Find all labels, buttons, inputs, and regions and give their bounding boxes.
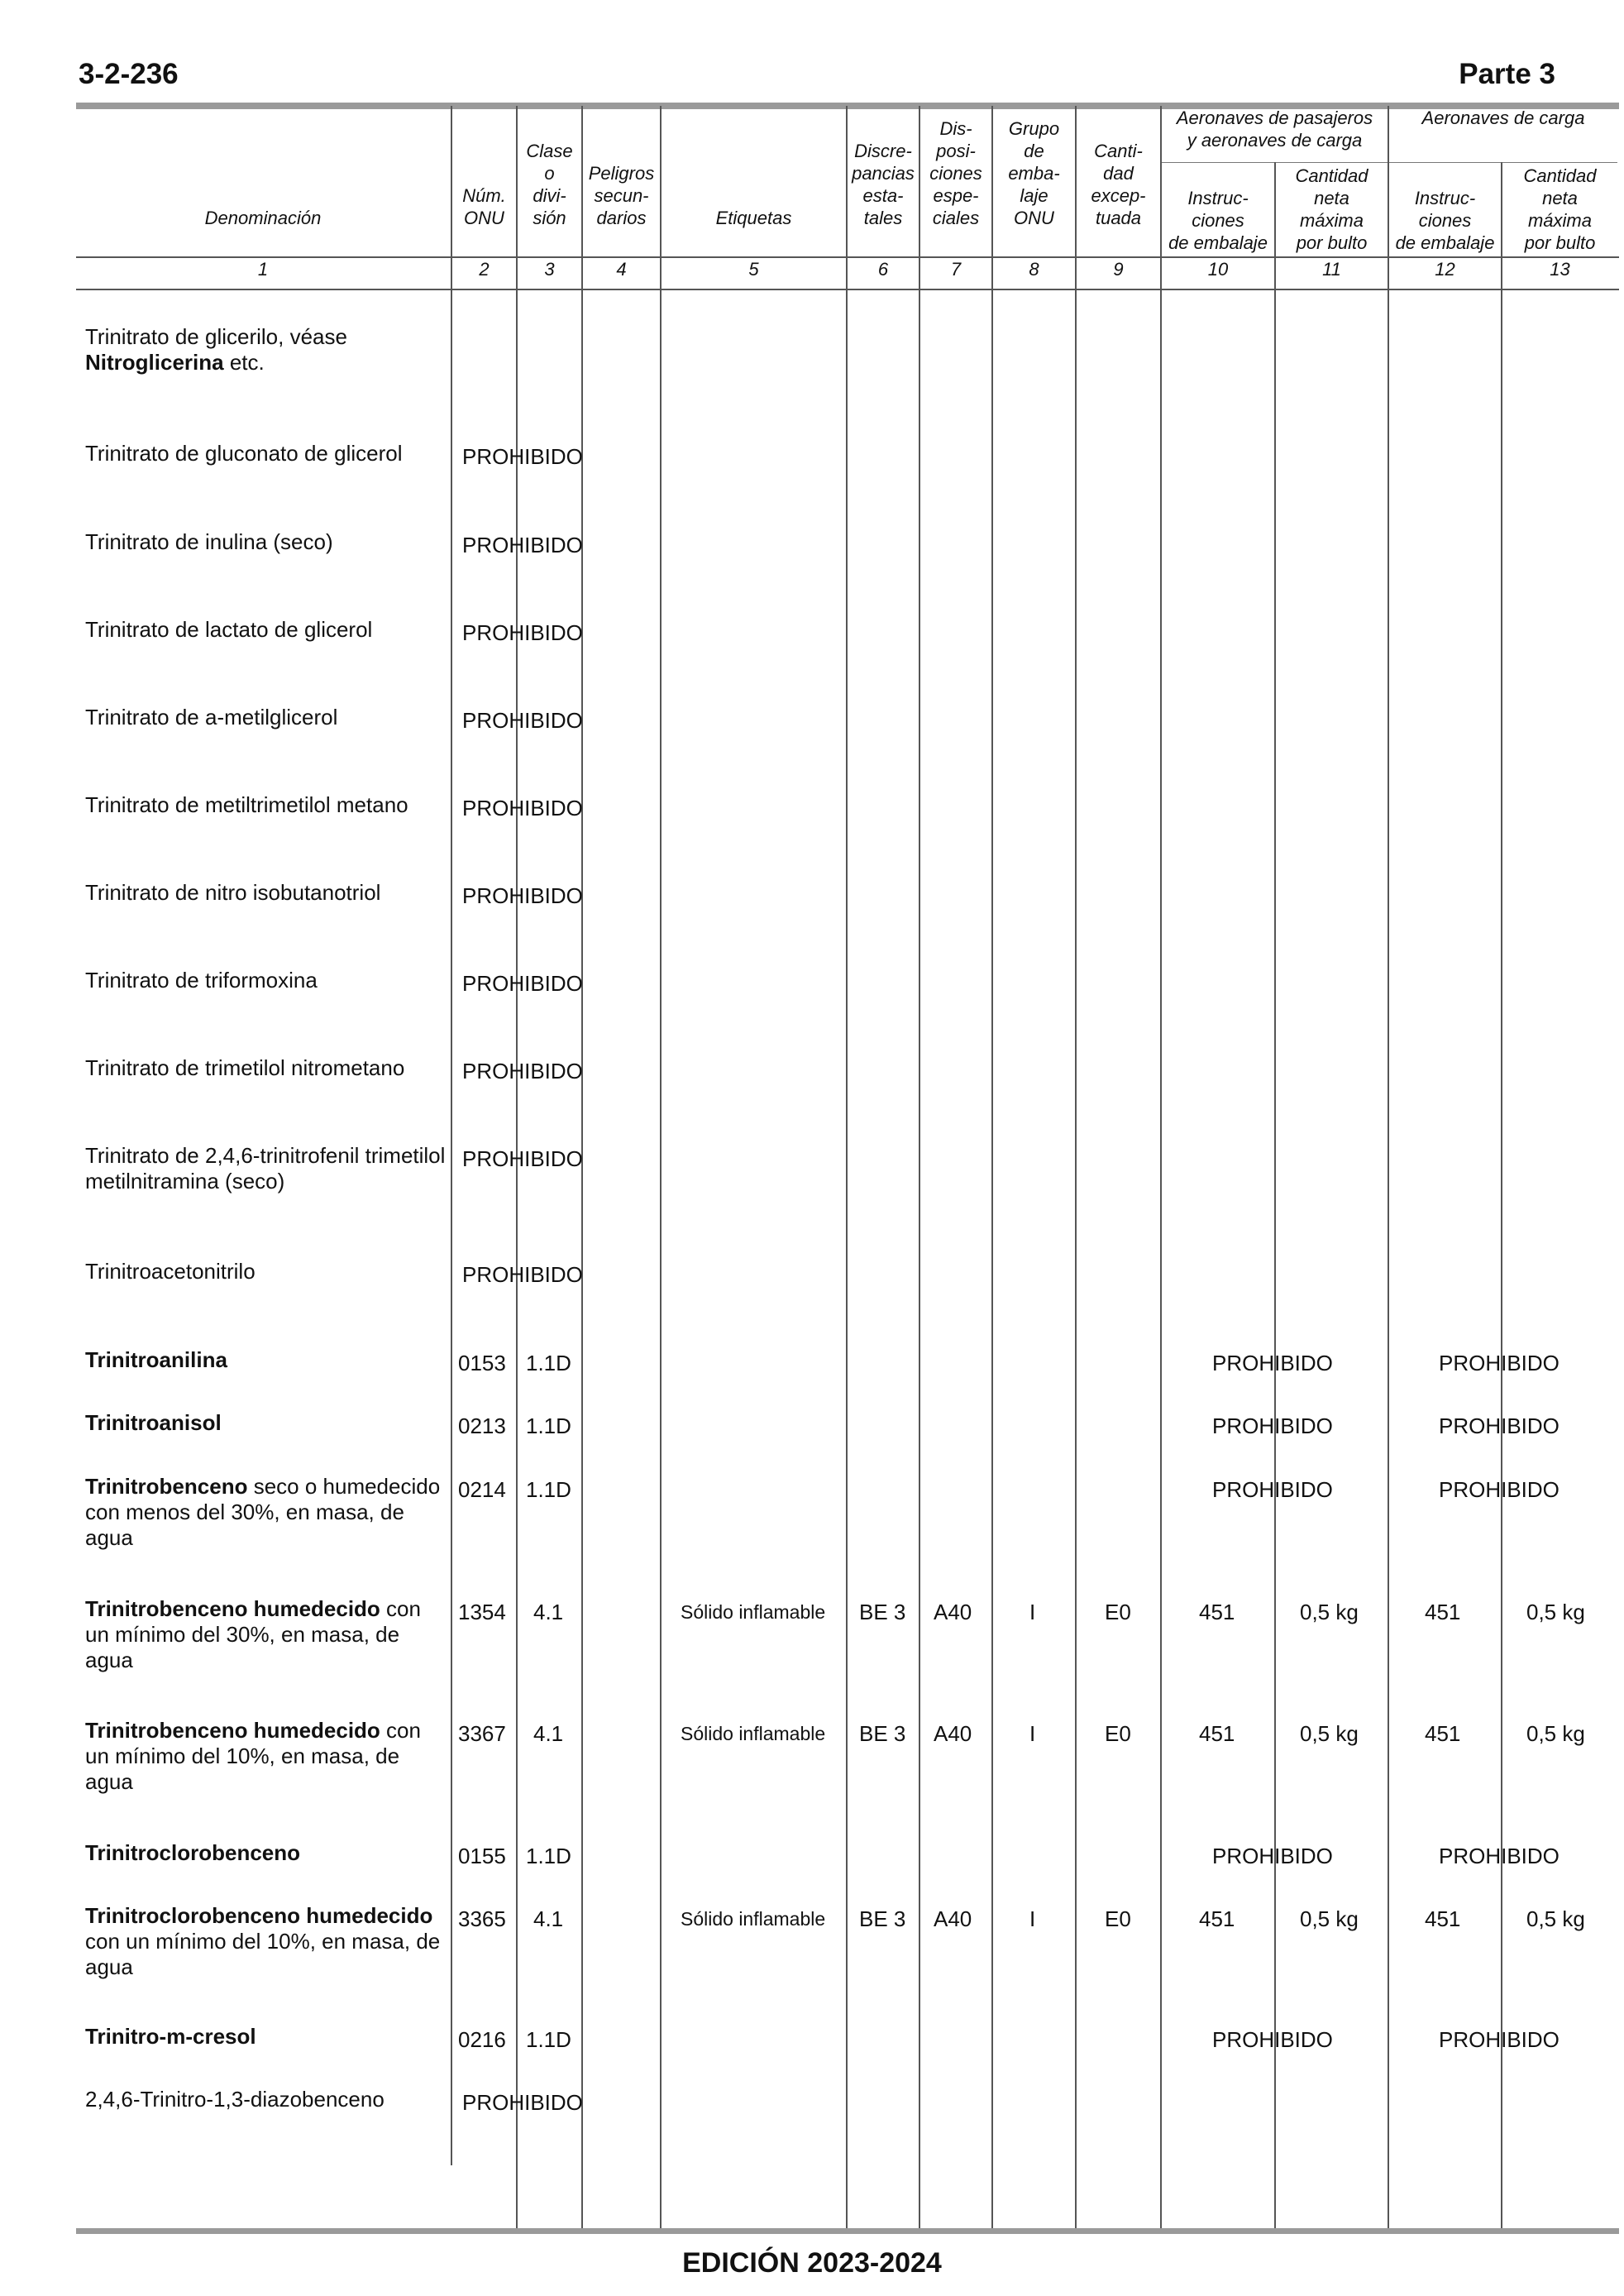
class-division: 1.1D: [526, 2027, 571, 2052]
class-division: 4.1: [533, 1721, 564, 1746]
col-header-peligros: Peligros secun- darios: [588, 163, 655, 228]
row-name: Trinitroclorobenceno: [85, 1840, 301, 1865]
col-header-cargo-cantidad: Cantidad neta máxima por bulto: [1523, 165, 1597, 253]
onu-number: 0216: [458, 2027, 506, 2052]
label-etiqueta: Sólido inflamable: [681, 1908, 826, 1930]
col-header-pasajeros-group: Aeronaves de pasajeros y aeronaves de carga: [1176, 108, 1373, 151]
pax-prohibido: PROHIBIDO: [1212, 1477, 1333, 1502]
col-header-cantidad-exceptuada: Canti- dad excep- tuada: [1091, 141, 1146, 228]
col-number: 1: [257, 259, 269, 280]
col-number: 13: [1550, 259, 1570, 280]
cargo-prohibido: PROHIBIDO: [1439, 2027, 1560, 2052]
cargo-prohibido: PROHIBIDO: [1439, 1477, 1560, 1502]
prohibido-label: PROHIBIDO: [462, 883, 583, 908]
row-name: Trinitrato de lactato de glicerol: [85, 617, 373, 642]
prohibido-label: PROHIBIDO: [462, 796, 583, 820]
class-division: 4.1: [533, 1906, 564, 1931]
row-name: Trinitrato de trimetilol nitrometano: [85, 1055, 405, 1080]
col-number: 12: [1435, 259, 1455, 280]
pax-packing-instruction: 451: [1199, 1600, 1235, 1624]
prohibido-label: PROHIBIDO: [462, 1262, 583, 1287]
row-name: Trinitrato de triformoxina: [85, 968, 318, 993]
pax-max-quantity: 0,5 kg: [1300, 1721, 1359, 1746]
prohibido-label: PROHIBIDO: [462, 1146, 583, 1171]
row-name: Trinitrato de gluconato de glicerol: [85, 441, 403, 466]
row-name: Trinitroclorobenceno humedecido con un mínimo del 10%, en masa, de agua: [85, 1903, 441, 1979]
col-header-etiquetas: Etiquetas: [715, 208, 792, 228]
prohibido-label: PROHIBIDO: [462, 2090, 583, 2115]
onu-number: 0214: [458, 1477, 506, 1502]
col-header-discrepancias: Discre- pancias esta- tales: [852, 141, 915, 228]
pax-prohibido: PROHIBIDO: [1212, 1844, 1333, 1868]
col-number: 2: [479, 259, 490, 280]
prohibido-label: PROHIBIDO: [462, 444, 583, 469]
cargo-prohibido: PROHIBIDO: [1439, 1351, 1560, 1375]
cargo-packing-instruction: 451: [1425, 1600, 1461, 1624]
pax-prohibido: PROHIBIDO: [1212, 2027, 1333, 2052]
cargo-max-quantity: 0,5 kg: [1526, 1721, 1585, 1746]
row-name: Trinitroanisol: [85, 1410, 222, 1435]
label-etiqueta: Sólido inflamable: [681, 1723, 826, 1744]
col-header-pax-cantidad: Cantidad neta máxima por bulto: [1295, 165, 1368, 253]
cargo-packing-instruction: 451: [1425, 1721, 1461, 1746]
prohibido-label: PROHIBIDO: [462, 620, 583, 645]
pax-packing-instruction: 451: [1199, 1906, 1235, 1931]
page-reference: 3-2-236: [79, 58, 179, 90]
col-number: 11: [1322, 259, 1341, 280]
pax-max-quantity: 0,5 kg: [1300, 1906, 1359, 1931]
class-division: 1.1D: [526, 1844, 571, 1868]
excepted-quantity: E0: [1105, 1600, 1131, 1624]
excepted-quantity: E0: [1105, 1906, 1131, 1931]
col-number: 3: [544, 259, 555, 280]
label-etiqueta: Sólido inflamable: [681, 1601, 826, 1623]
state-variation: BE 3: [859, 1721, 906, 1746]
prohibido-label: PROHIBIDO: [462, 971, 583, 996]
col-number: 7: [950, 259, 962, 280]
row-name: Trinitrato de metiltrimetilol metano: [85, 792, 408, 817]
cargo-packing-instruction: 451: [1425, 1906, 1461, 1931]
col-number: 10: [1207, 259, 1229, 280]
excepted-quantity: E0: [1105, 1721, 1131, 1746]
col-header-disposiciones: Dis- posi- ciones espe- ciales: [929, 118, 982, 228]
special-provision: A40: [934, 1906, 972, 1931]
row-name: Trinitrato de inulina (seco): [85, 529, 333, 554]
col-number: 6: [877, 259, 889, 280]
state-variation: BE 3: [859, 1906, 906, 1931]
prohibido-label: PROHIBIDO: [462, 708, 583, 733]
row-name: Trinitrobenceno humedecido con un mínimo del 10%, en masa, de agua: [85, 1718, 421, 1794]
cargo-max-quantity: 0,5 kg: [1526, 1906, 1585, 1931]
class-division: 1.1D: [526, 1477, 571, 1502]
row-name: Trinitroacetonitrilo: [85, 1259, 256, 1284]
row-name: Trinitrato de 2,4,6-trinitrofenil trimetilol metilnitramina (seco): [85, 1143, 446, 1193]
bottom-rule: [76, 2228, 1619, 2234]
onu-number: 0213: [458, 1413, 506, 1438]
col-number: 4: [616, 259, 627, 280]
row-name: Trinitrato de glicerilo, véase Nitroglicerina etc.: [85, 324, 347, 375]
cargo-prohibido: PROHIBIDO: [1439, 1844, 1560, 1868]
onu-number: 1354: [458, 1600, 506, 1624]
class-division: 1.1D: [526, 1413, 571, 1438]
prohibido-label: PROHIBIDO: [462, 533, 583, 557]
class-division: 4.1: [533, 1600, 564, 1624]
pax-prohibido: PROHIBIDO: [1212, 1351, 1333, 1375]
onu-number: 3365: [458, 1906, 506, 1931]
row-name: Trinitrobenceno humedecido con un mínimo del 30%, en masa, de agua: [85, 1596, 421, 1672]
cargo-prohibido: PROHIBIDO: [1439, 1413, 1560, 1438]
state-variation: BE 3: [859, 1600, 906, 1624]
pax-prohibido: PROHIBIDO: [1212, 1413, 1333, 1438]
col-number: 9: [1113, 259, 1124, 280]
edition-footer: EDICIÓN 2023-2024: [682, 2247, 942, 2279]
row-name: 2,4,6-Trinitro-1,3-diazobenceno: [85, 2087, 385, 2112]
row-name: Trinitrato de a-metilglicerol: [85, 705, 338, 729]
row-name: Trinitroanilina: [85, 1347, 227, 1372]
part-title: Parte 3: [1459, 58, 1555, 90]
special-provision: A40: [934, 1600, 972, 1624]
onu-number: 3367: [458, 1721, 506, 1746]
col-number: 8: [1029, 259, 1039, 280]
packing-group: I: [1029, 1721, 1036, 1746]
pax-max-quantity: 0,5 kg: [1300, 1600, 1359, 1624]
row-name: Trinitrobenceno seco o humedecido con menos del 30%, en masa, de agua: [85, 1474, 441, 1550]
special-provision: A40: [934, 1721, 972, 1746]
cargo-max-quantity: 0,5 kg: [1526, 1600, 1585, 1624]
packing-group: I: [1029, 1600, 1036, 1624]
row-name: Trinitrato de nitro isobutanotriol: [85, 880, 381, 905]
class-division: 1.1D: [526, 1351, 571, 1375]
col-header-denominacion: Denominación: [204, 208, 322, 228]
col-header-pax-instrucciones: Instruc- ciones de embalaje: [1168, 188, 1268, 253]
col-header-clase: Clase o divi- sión: [526, 141, 573, 228]
col-header-cargo-instrucciones: Instruc- ciones de embalaje: [1395, 188, 1495, 253]
prohibido-label: PROHIBIDO: [462, 1059, 583, 1083]
col-header-onu: Núm. ONU: [462, 185, 506, 228]
pax-packing-instruction: 451: [1199, 1721, 1235, 1746]
packing-group: I: [1029, 1906, 1036, 1931]
row-name: Trinitro-m-cresol: [85, 2024, 256, 2049]
col-header-carga-group: Aeronaves de carga: [1421, 108, 1585, 128]
onu-number: 0155: [458, 1844, 506, 1868]
col-number: 5: [748, 259, 759, 280]
onu-number: 0153: [458, 1351, 506, 1375]
col-header-grupo: Grupo de emba- laje ONU: [1008, 118, 1060, 228]
